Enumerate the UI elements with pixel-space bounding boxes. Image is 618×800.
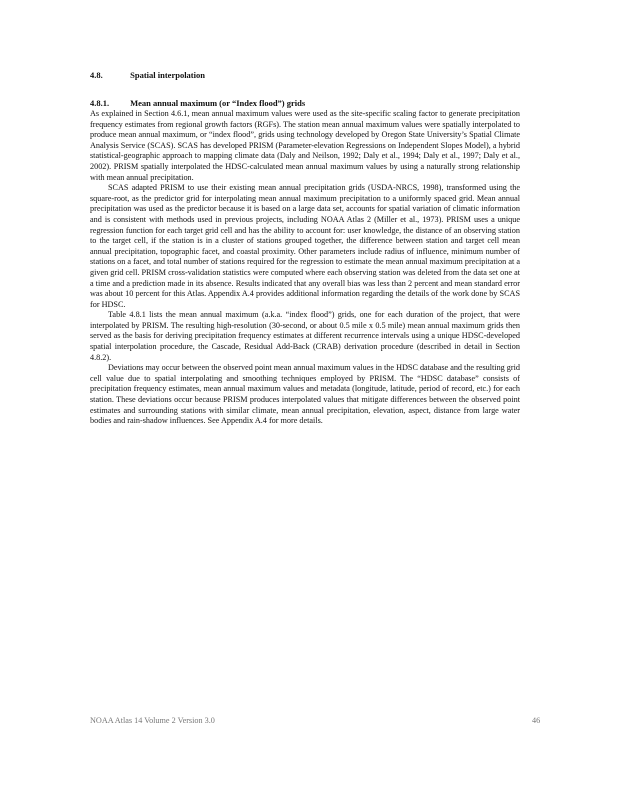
paragraph: Table 4.8.1 lists the mean annual maximum (a.k.a. “index flood”) grids, one for each duration of the project, that were interpolated by PRISM. The resulting high-resolution (30-second, or about 0.5 mile x 0.5 mile) mean annual maximum grids then served as the basis for deriving precipitation frequency estimates at different recurrence intervals using a unique HDSC-developed spatial interpolation procedure, the Cascade, Residual Add-Back (CRAB) derivation procedure (described in detail in Section 4.8.2). [90, 310, 520, 362]
paragraph: Deviations may occur between the observed point mean annual maximum values in the HDSC database and the resulting grid cell value due to spatial interpolating and smoothing techniques employed by PRISM. The “HDSC database” consists of precipitation frequency estimates, mean annual maximum values and metadata (longitude, latitude, period of record, etc.) for each station. These deviations occur because PRISM produces interpolated values that mitigate differences between the observed point estimates and surrounding stations with similar climate, mean annual precipitation, elevation, aspect, distance from large water bodies and rain-shadow influences. See Appendix A.4 for more details. [90, 363, 520, 426]
section-number: 4.8. [90, 70, 103, 80]
subsection-heading [90, 98, 305, 108]
subsection-number: 4.8.1. [90, 98, 110, 108]
footer-document-title: NOAA Atlas 14 Volume 2 Version 3.0 [90, 716, 215, 725]
body-text [90, 109, 520, 427]
footer-page-number: 46 [532, 716, 541, 725]
section-title: Spatial interpolation [130, 70, 205, 80]
paragraph: SCAS adapted PRISM to use their existing mean annual precipitation grids (USDA-NRCS, 1998), transformed using the square-root, as the predictor grid for interpolating mean annual maximum precipitation to a uniformly spaced grid. Mean annual precipitation was used as the predictor because it is based on a large data set, accounts for spatial variation of climatic information and is consistent with methods used in previous projects, including NOAA Atlas 2 (Miller et al., 1973). PRISM uses a unique regression function for each target grid cell and has the ability to account for: user knowledge, the distance of an observing station to the target cell, if the station is in a cluster of stations grouped together, the difference between station and target cell mean annual precipitation, topographic facet, and coastal proximity. Other parameters include radius of influence, minimum number of stations on a facet, and total number of stations required for the regression to estimate the mean annual maximum precipitation at a given grid cell. PRISM cross-validation statistics were computed where each observing station was deleted from the data set one at a time and a prediction made in its absence. Results indicated that any overall bias was less than 2 percent and mean standard error was about 10 percent for this Atlas. Appendix A.4 provides additional information regarding the details of the work done by SCAS for HDSC. [90, 183, 520, 309]
subsection-title: Mean annual maximum (or “Index flood”) grids [130, 98, 306, 108]
paragraph: As explained in Section 4.6.1, mean annual maximum values were used as the site-specific scaling factor to generate precipitation frequency estimates from regional growth factors (RGFs). The station mean annual maximum values were spatially interpolated to produce mean annual maximum, or “index flood”, grids using technology developed by Oregon State University’s Spatial Climate Analysis Service (SCAS). SCAS has developed PRISM (Parameter-elevation Regressions on Independent Slopes Model), a hybrid statistical-geographic approach to mapping climate data (Daly and Neilson, 1992; Daly et al., 1994; Daly et al., 1997; Daly et al., 2002). PRISM spatially interpolated the HDSC-calculated mean annual maximum values by using a naturally strong relationship with mean annual precipitation. [90, 109, 520, 182]
section-heading [90, 70, 205, 80]
